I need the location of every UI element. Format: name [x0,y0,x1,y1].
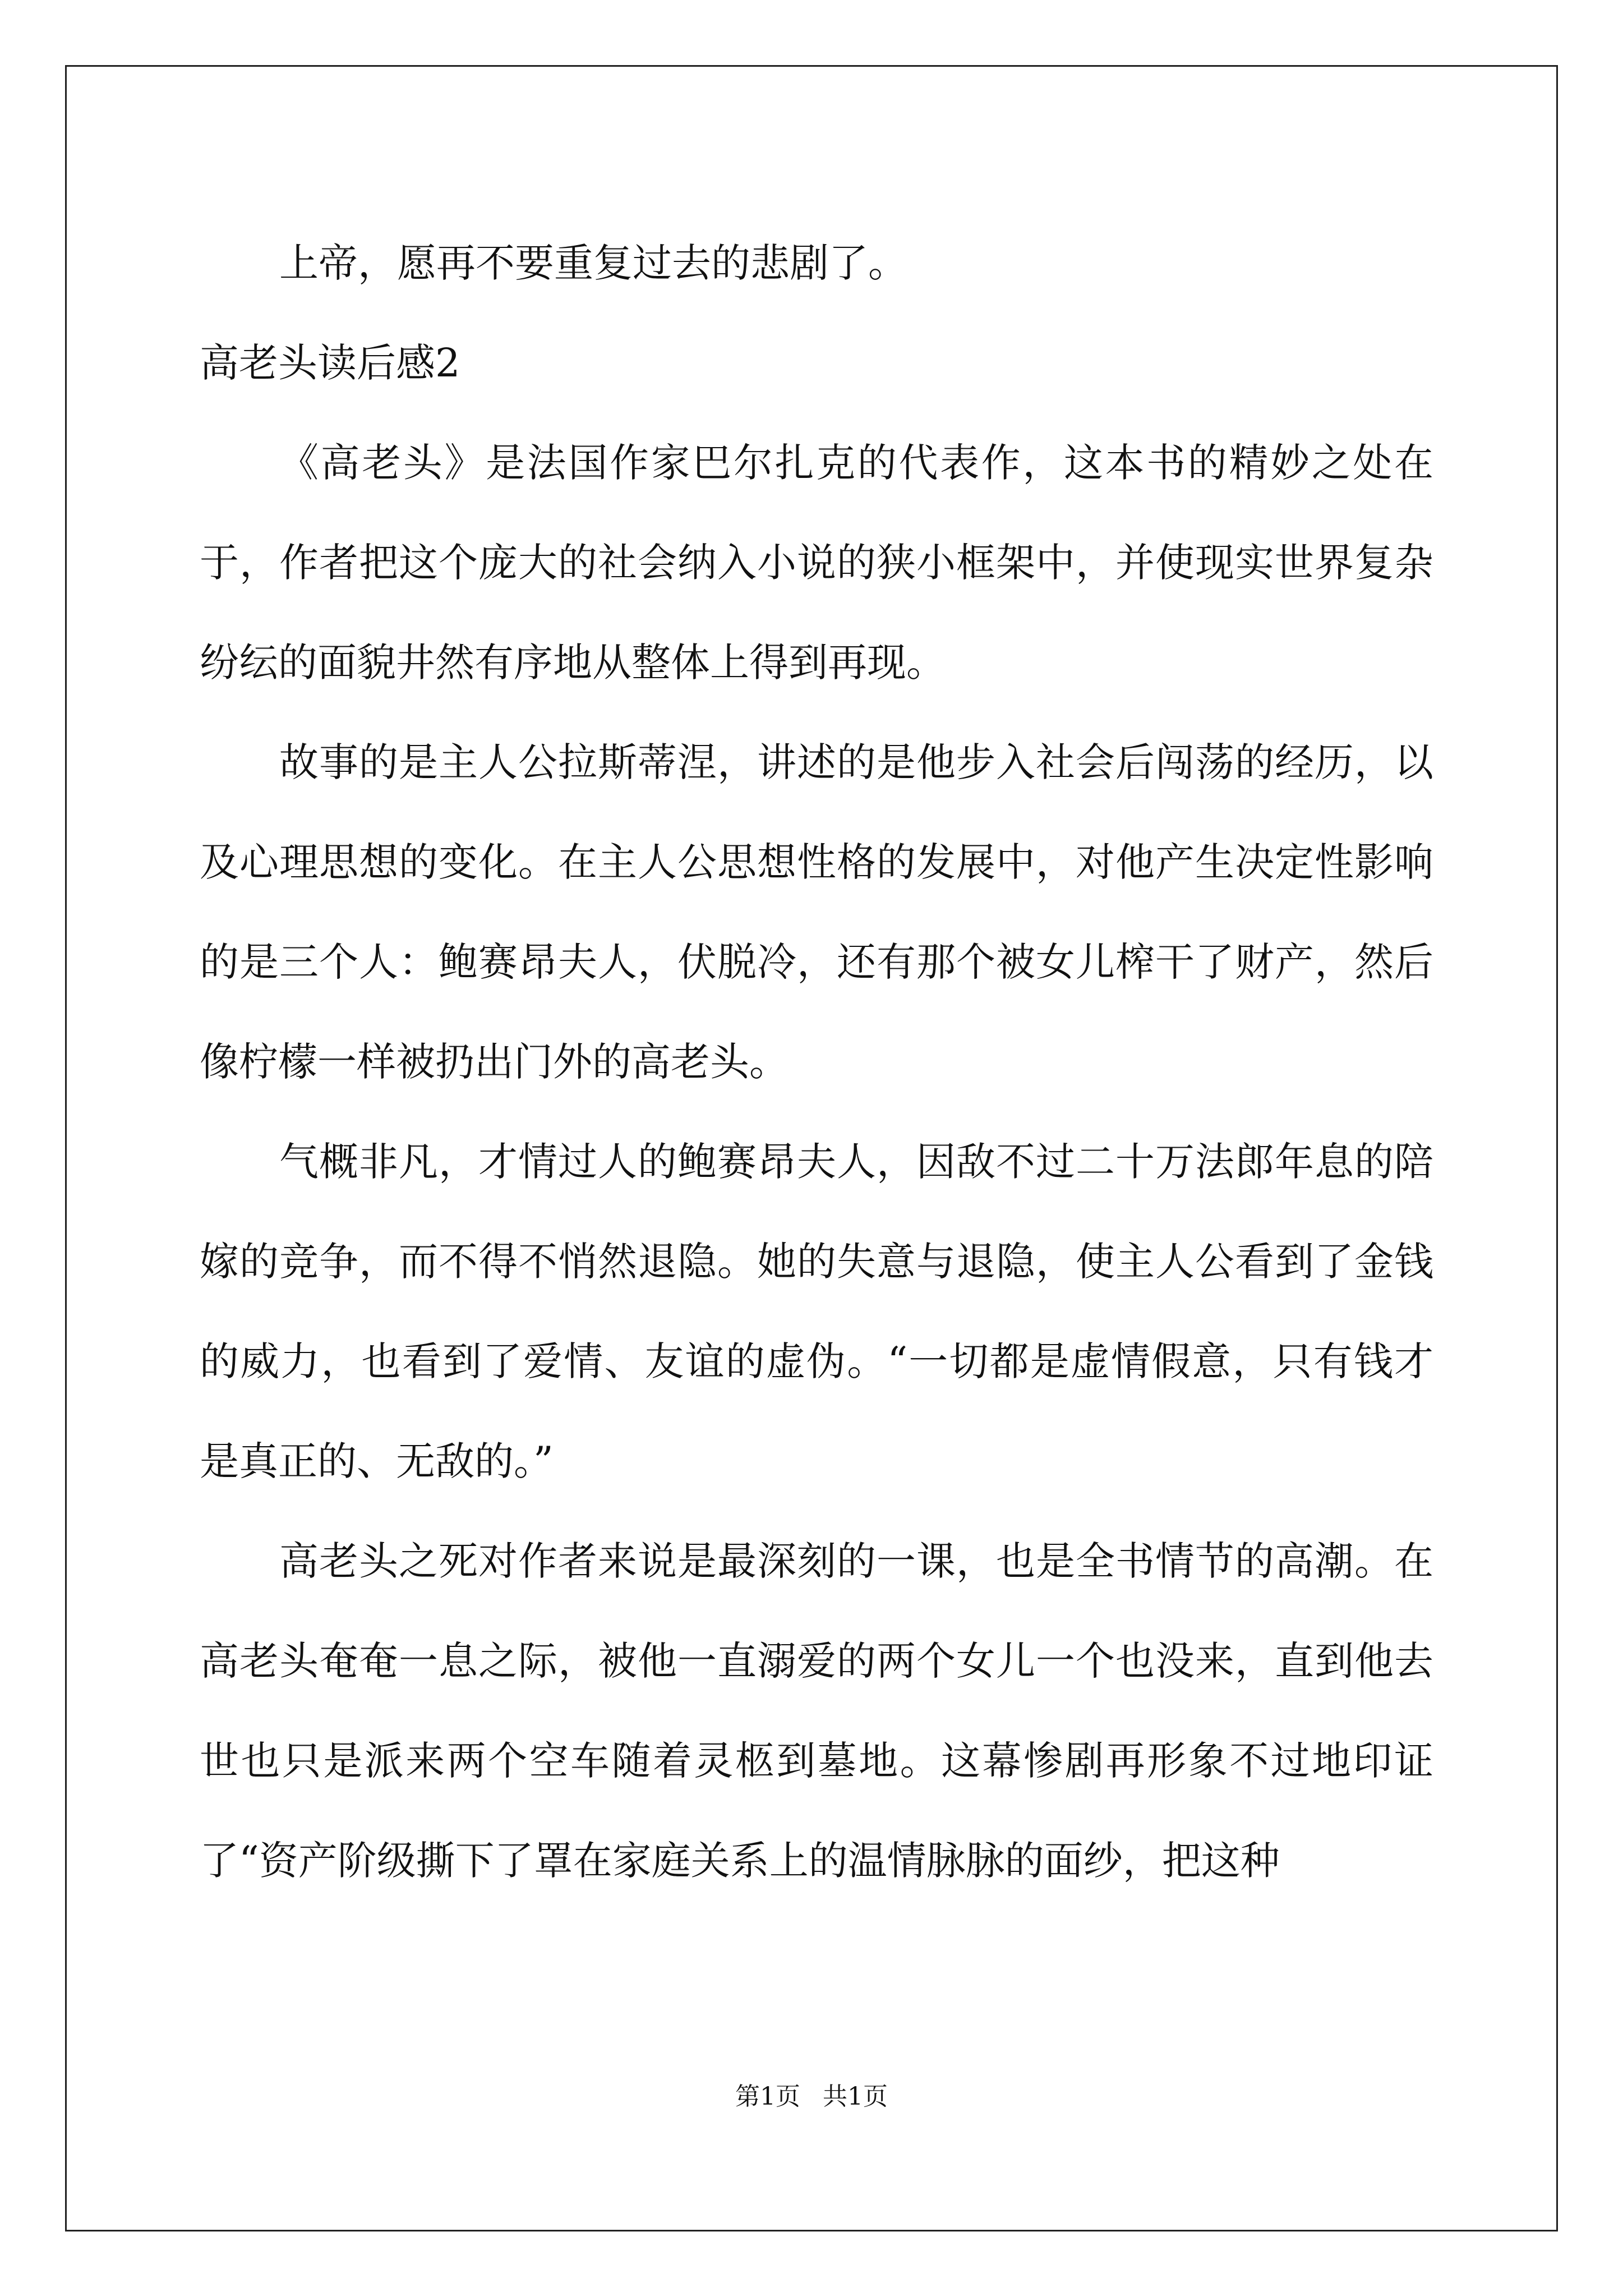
document-body [200,213,1433,1911]
page-number: 第1页 [735,2082,800,2111]
section-heading: 高老头读后感2 [200,340,460,386]
page-total: 共1页 [823,2082,888,2111]
paragraph-intro: 《高老头》是法国作家巴尔扎克的代表作，这本书的精妙之处在于，作者把这个庞大的社会纳入小说的狭小框架中，并使现实世界复杂纷纭的面貌井然有序地从整体上得到再现。 [200,440,1433,685]
paragraph-protagonist: 故事的是主人公拉斯蒂涅，讲述的是他步入社会后闯荡的经历，以及心理思想的变化。在主人公思想性格的发展中，对他产生决定性影响的是三个人：鲍赛昂夫人，伏脱冷，还有那个被女儿榨干了财产，然后像柠檬一样被扔出门外的高老头。 [200,739,1433,1085]
page-footer [0,2080,1623,2114]
paragraph-goriot-death: 高老头之死对作者来说是最深刻的一课，也是全书情节的高潮。在高老头奄奄一息之际，被他一直溺爱的两个女儿一个也没来，直到他去世也只是派来两个空车随着灵柩到墓地。这幕惨剧再形象不过地印证了“资产阶级撕下了罩在家庭关系上的温情脉脉的面纱，把这种 [200,1538,1433,1884]
paragraph-madame-beauseant: 气概非凡，才情过人的鲍赛昂夫人，因敌不过二十万法郎年息的陪嫁的竞争，而不得不悄然退隐。她的失意与退隐，使主人公看到了金钱的威力，也看到了爱情、友谊的虚伪。“一切都是虚情假意，只有钱才是真正的、无敌的。” [200,1139,1433,1484]
paragraph-closing-line: 上帝，愿再不要重复过去的悲剧了。 [279,240,907,286]
